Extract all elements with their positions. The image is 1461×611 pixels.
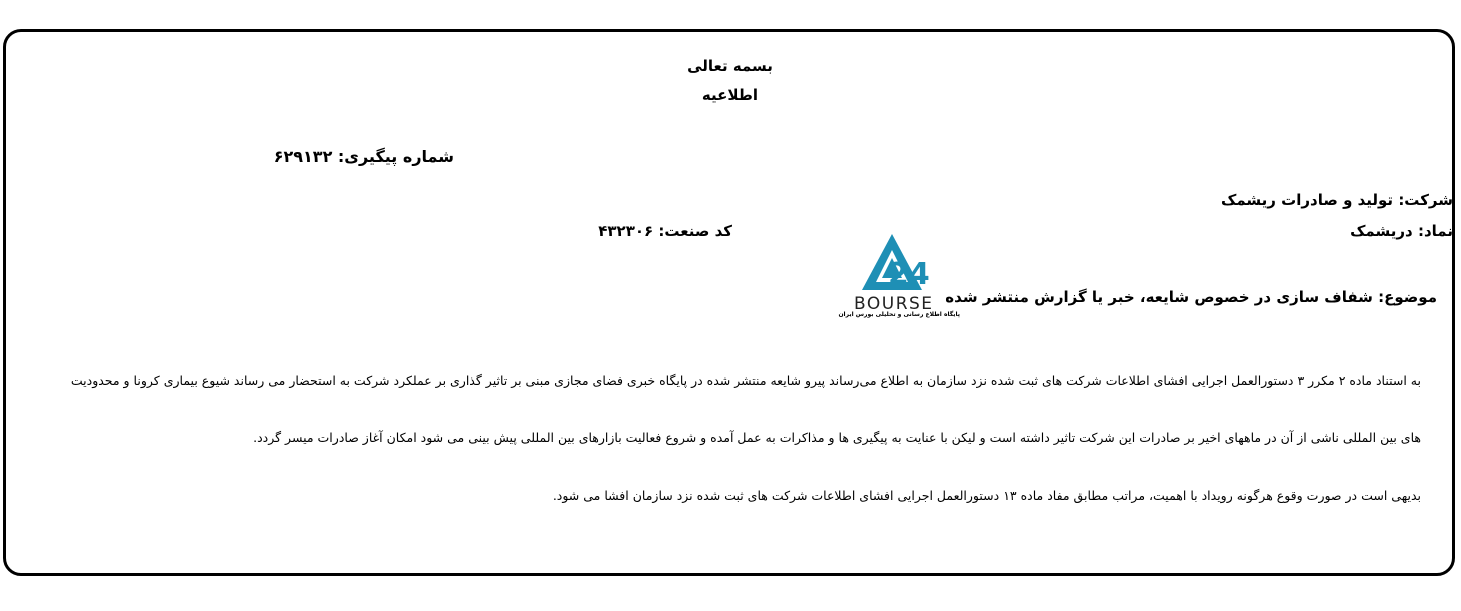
subject-label: موضوع:: [1378, 288, 1437, 306]
company-value: تولید و صادرات ریشمک: [1221, 191, 1394, 209]
tracking-value: ۶۲۹۱۳۲: [273, 147, 333, 166]
industry-code-value: ۴۳۲۳۰۶: [598, 222, 654, 240]
company-line: [1221, 191, 1453, 209]
logo-caption: پایگاه اطلاع رسانی و تحلیلی بورس ایران: [838, 311, 960, 318]
logo-brand: BOURSE: [854, 294, 934, 314]
symbol-line: [1350, 222, 1453, 240]
industry-code-label: کد صنعت:: [658, 222, 732, 240]
tracking-label: شماره پیگیری:: [337, 147, 454, 166]
subject-line: [945, 288, 1437, 306]
symbol-label: نماد:: [1417, 222, 1453, 240]
subject-value: شفاف سازی در خصوص شایعه، خبر یا گزارش منتشر شده: [945, 288, 1373, 306]
body-paragraph-2: های بین المللی ناشی از آن در ماههای اخیر بر صادرات این شرکت تاثیر داشته است و لیکن با عنایت به پیگیری ها و مذاکرات به عمل آمده و شروع فعالیت بازارهای بین المللی پیش بینی می شود امکان آغاز صادرات میسر گردد.: [253, 430, 1421, 445]
tracking-number: [200, 147, 454, 166]
symbol-value: دریشمک: [1350, 222, 1413, 240]
industry-code-line: [480, 222, 732, 240]
company-label: شرکت:: [1398, 191, 1453, 209]
logo-number: 24: [888, 257, 930, 292]
body-paragraph-1: به استناد ماده ۲ مکرر ۳ دستورالعمل اجرایی افشای اطلاعات شرکت های ثبت شده نزد سازمان به اطلاع می‌رساند پیرو شایعه منتشر شده در پایگاه خبری فضای مجازی مبنی بر تاثیر گذاری بر عملکرد شرکت به استحضار می رساند شیوع بیماری کرونا و محدودیت: [70, 373, 1421, 388]
body-paragraph-3: بدیهی است در صورت وقوع هرگونه رویداد با اهمیت، مراتب مطابق مفاد ماده ۱۳ دستورالعمل اجرایی افشای اطلاعات شرکت های ثبت شده نزد سازمان افشا می شود.: [552, 488, 1421, 503]
bismillah-heading: بسمه تعالی: [687, 57, 773, 75]
announcement-title: اطلاعیه: [701, 86, 759, 104]
